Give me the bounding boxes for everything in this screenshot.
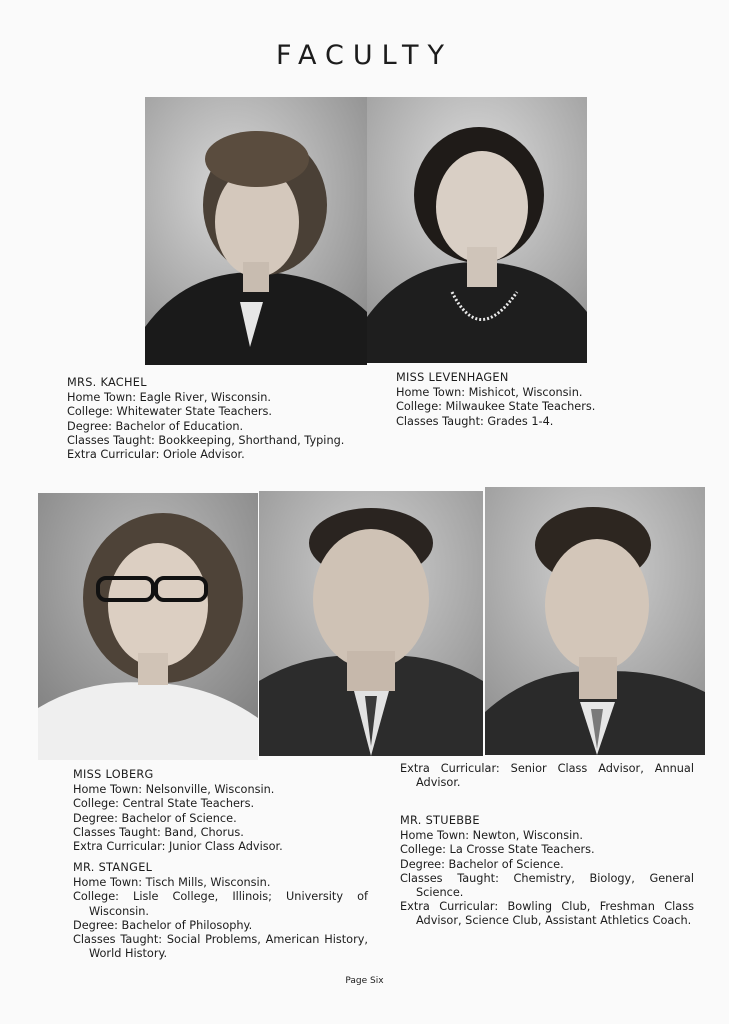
bio-line: Degree: Bachelor of Science. [73, 811, 237, 825]
portrait-photo-stangel [259, 491, 483, 756]
bio-line: College: Milwaukee State Teachers. [396, 400, 596, 414]
bio-line: Extra Curricular: Junior Class Advisor. [73, 840, 283, 854]
bio-line: Extra Curricular: Senior Class Advisor, Annual Advisor. [400, 762, 694, 790]
bio-line: Classes Taught: Band, Chorus. [73, 825, 244, 839]
portrait-photo-levenhagen [367, 97, 587, 363]
bio-line: Home Town: Eagle River, Wisconsin. [67, 391, 272, 405]
bio-kachel [67, 376, 367, 462]
portrait-photo-stuebbe [485, 487, 705, 755]
bio-line: Classes Taught: Chemistry, Biology, General Science. [400, 871, 694, 900]
faculty-name: MRS. KACHEL [67, 376, 147, 389]
bio-line: Degree: Bachelor of Philosophy. [73, 918, 253, 932]
bio-line: Home Town: Mishicot, Wisconsin. [396, 386, 583, 400]
bio-line: Home Town: Nelsonville, Wisconsin. [73, 783, 275, 797]
bio-line: College: La Crosse State Teachers. [400, 843, 595, 857]
faculty-name: MR. STANGEL [73, 861, 153, 874]
bio-stuebbe [400, 814, 694, 929]
bio-line: College: Whitewater State Teachers. [67, 405, 272, 419]
faculty-name: MISS LOBERG [73, 768, 154, 781]
portrait-photo-kachel [145, 97, 367, 365]
bio-line: Classes Taught: Grades 1-4. [396, 414, 554, 428]
portrait-photo-loberg [38, 493, 258, 760]
bio-stangel [73, 861, 368, 961]
bio-line: Classes Taught: Social Problems, American History, World History. [73, 933, 368, 961]
bio-line: Home Town: Tisch Mills, Wisconsin. [73, 876, 271, 890]
bio-line: Extra Curricular: Bowling Club, Freshman Class Advisor, Science Club, Assistant Athletics Coach. [400, 900, 694, 928]
bio-line: Home Town: Newton, Wisconsin. [400, 829, 583, 843]
bio-stangel-continued [400, 762, 694, 790]
faculty-name: MISS LEVENHAGEN [396, 371, 509, 384]
faculty-name: MR. STUEBBE [400, 814, 480, 827]
bio-line: Classes Taught: Bookkeeping, Shorthand, Typing. [67, 433, 345, 447]
page-number: Page Six [345, 976, 384, 986]
bio-line: Degree: Bachelor of Education. [67, 419, 244, 433]
bio-line: Extra Curricular: Oriole Advisor. [67, 448, 245, 462]
bio-loberg [73, 768, 368, 854]
page-title: FACULTY [276, 40, 453, 71]
bio-line: Degree: Bachelor of Science. [400, 857, 564, 871]
bio-line: College: Central State Teachers. [73, 797, 255, 811]
bio-line: College: Lisle College, Illinois; University of Wisconsin. [73, 890, 368, 918]
bio-levenhagen [396, 371, 636, 429]
